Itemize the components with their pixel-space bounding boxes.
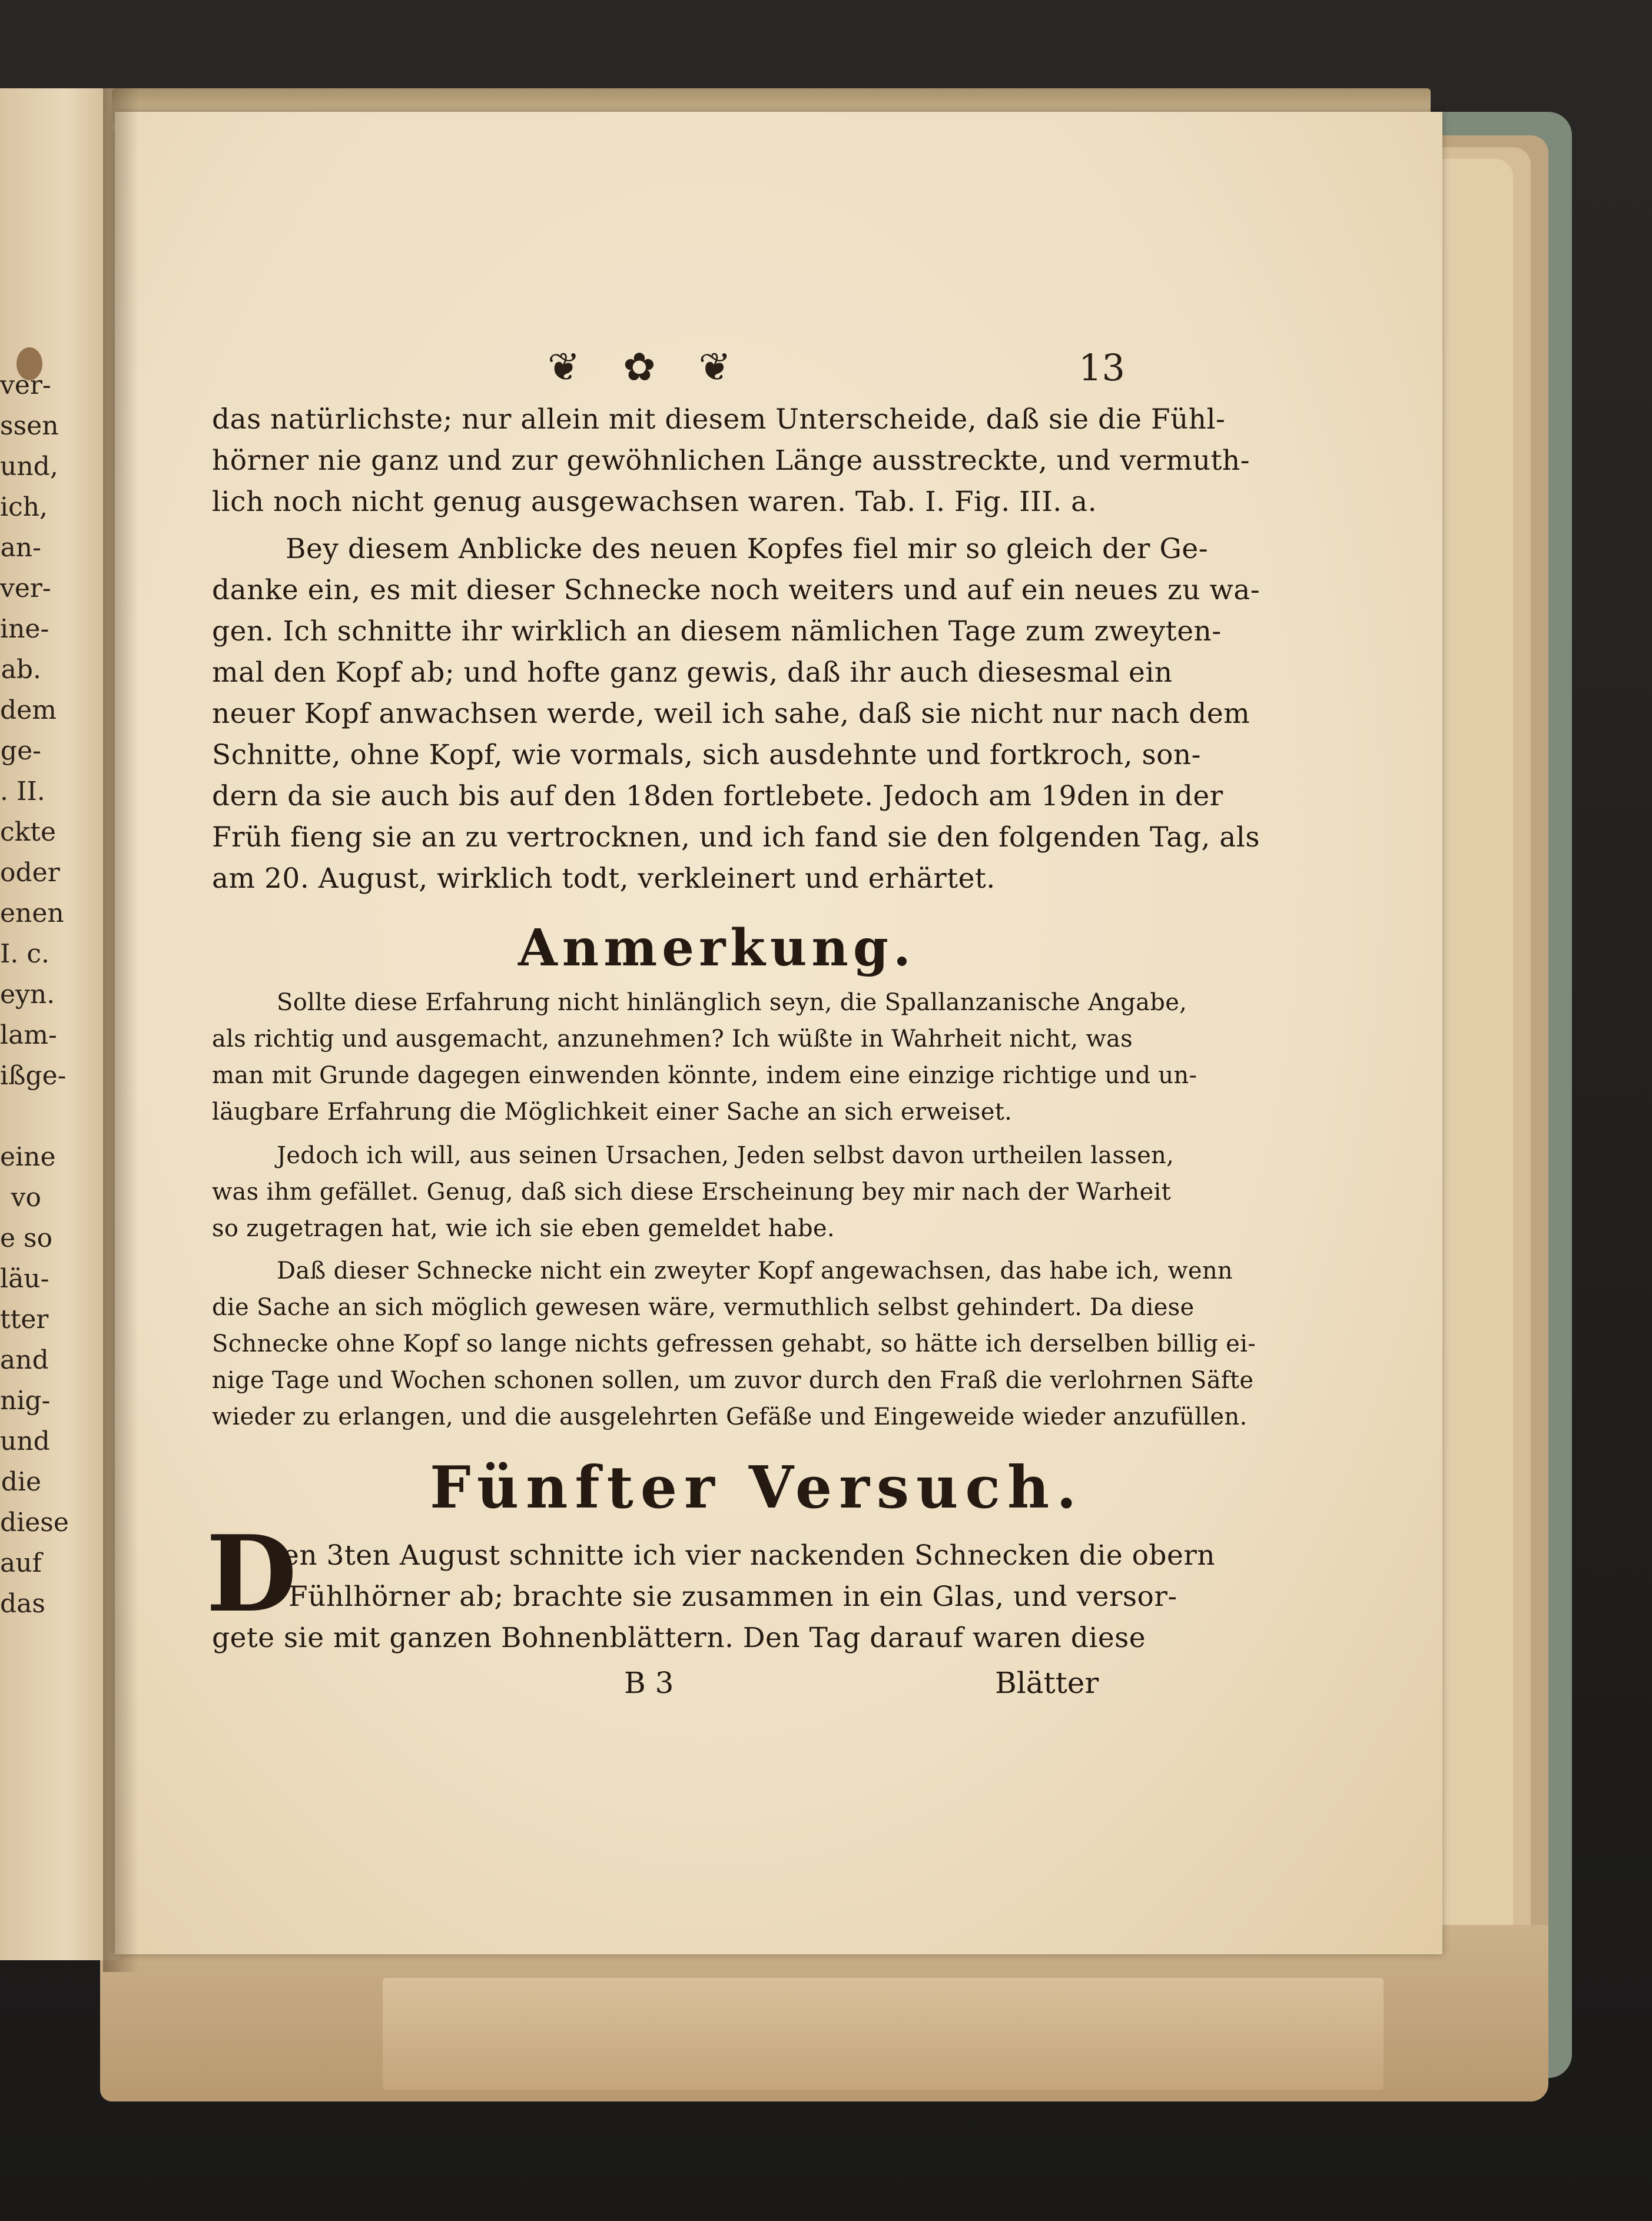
catchword: Blätter [995,1666,1099,1700]
text-line: am 20. August, wirklich todt, verkleinert und erhärtet. [212,862,996,895]
left-page-fragment: ver- [0,370,51,400]
text-line: lich noch nicht genug ausgewachsen waren. Tab. I. Fig. III. a. [212,486,1097,518]
text-line: als richtig und ausgemacht, anzunehmen? Ich wüßte in Wahrheit nicht, was [212,1025,1133,1053]
text-line: dern da sie auch bis auf den 18den fortlebete. Jedoch am 19den in der [212,780,1223,812]
left-page-fragment: und [0,1426,50,1456]
left-page-fragment: vo [11,1183,41,1213]
text-line: nige Tage und Wochen schonen sollen, um zuvor durch den Fraß die verlohrnen Säfte [212,1367,1254,1394]
text-line: danke ein, es mit dieser Schnecke noch weiters und auf ein neues zu wa- [212,574,1260,606]
left-page-text-fragments [0,365,69,1624]
bottom-page-edge [383,1978,1384,2090]
text-line: läugbare Erfahrung die Möglichkeit einer Sache an sich erweiset. [212,1098,1013,1126]
left-page-fragment: diese [0,1508,69,1538]
text-line: Bey diesem Anblicke des neuen Kopfes fiel mir so gleich der Ge- [286,533,1209,565]
left-page-fragment: nig- [0,1386,51,1416]
text-line: mal den Kopf ab; und hofte ganz gewis, daß ihr auch diesesmal ein [212,656,1173,689]
left-page-fragment: das [0,1589,45,1619]
left-page-fragment: die [1,1467,41,1497]
text-line: Schnitte, ohne Kopf, wie vormals, sich ausdehnte und fortkroch, son- [212,739,1202,771]
left-page-fragment: lam- [0,1020,57,1050]
left-page-fragment: eine [0,1142,56,1172]
text-line: Schnecke ohne Kopf so lange nichts gefressen gehabt, so hätte ich derselben billig ei- [212,1330,1256,1357]
left-page-fragment: ißge- [0,1061,67,1091]
text-line: Daß dieser Schnecke nicht ein zweyter Kopf angewachsen, das habe ich, wenn [277,1257,1233,1284]
left-page-fragment: ckte [0,817,57,847]
left-page-fragment: e so [0,1223,53,1253]
drop-cap: D [206,1512,297,1635]
left-page-fragment: oder [0,858,60,888]
gutter-shadow [103,88,138,1972]
section-heading: Fünfter Versuch. [430,1454,1084,1522]
text-line: Fühlhörner ab; brachte sie zusammen in ein Glas, und versor- [288,1581,1177,1613]
text-line: Jedoch ich will, aus seinen Ursachen, Jeden selbst davon urtheilen lassen, [277,1142,1175,1169]
signature-mark: B 3 [624,1666,674,1700]
text-line: Früh fieng sie an zu vertrocknen, und ich fand sie den folgenden Tag, als [212,821,1260,854]
left-page-fragment: und, [0,451,58,482]
left-page-fragment: ssen [0,411,59,441]
left-page-fragment: I. c. [0,939,49,969]
left-page-fragment: . II. [0,776,45,806]
text-line: gete sie mit ganzen Bohnenblättern. Den Tag darauf waren diese [212,1622,1146,1654]
left-page-fragment: eyn. [0,980,55,1010]
text-line: die Sache an sich möglich gewesen wäre, vermuthlich selbst gehindert. Da diese [212,1294,1195,1321]
text-line: neuer Kopf anwachsen werde, weil ich sahe, daß sie nicht nur nach dem [212,698,1250,730]
page-number: 13 [1079,346,1125,389]
left-page-fragment: enen [0,898,64,928]
left-page-fragment: läu- [0,1264,49,1294]
text-line: das natürlichste; nur allein mit diesem Unterscheide, daß sie die Fühl- [212,403,1226,436]
left-page-fragment: tter [0,1304,49,1334]
note-heading: Anmerkung. [518,918,915,978]
left-page-fragment: ge- [0,736,41,766]
left-page-fragment: auf [0,1548,42,1578]
text-line: gen. Ich schnitte ihr wirklich an diesem nämlichen Tage zum zweyten- [212,615,1222,648]
text-line: so zugetragen hat, wie ich sie eben gemeldet habe. [212,1215,835,1242]
left-page-fragment: ver- [0,573,51,603]
left-page-fragment: and [0,1345,49,1375]
left-page-fragment [0,1096,41,1137]
header-ornament: ❦ ✿ ❦ [548,344,747,390]
text-line: wieder zu erlangen, und die ausgelehrten Gefäße und Eingeweide wieder anzufüllen. [212,1403,1248,1430]
text-line: Sollte diese Erfahrung nicht hinlänglich seyn, die Spallanzanische Angabe, [277,989,1187,1016]
left-page-fragment: dem [0,695,57,725]
text-line: en 3ten August schnitte ich vier nackenden Schnecken die obern [283,1539,1216,1572]
text-line: was ihm gefället. Genug, daß sich diese Erscheinung bey mir nach der Warheit [212,1178,1172,1206]
left-page-fragment: an- [0,533,41,563]
left-page-fragment: ich, [0,492,48,522]
text-line: man mit Grunde dagegen einwenden könnte, indem eine einzige richtige und un- [212,1062,1197,1089]
left-page-fragment: ine- [0,614,49,644]
left-page-fragment: ab. [1,655,41,685]
text-line: hörner nie ganz und zur gewöhnlichen Länge ausstreckte, und vermuth- [212,444,1250,477]
